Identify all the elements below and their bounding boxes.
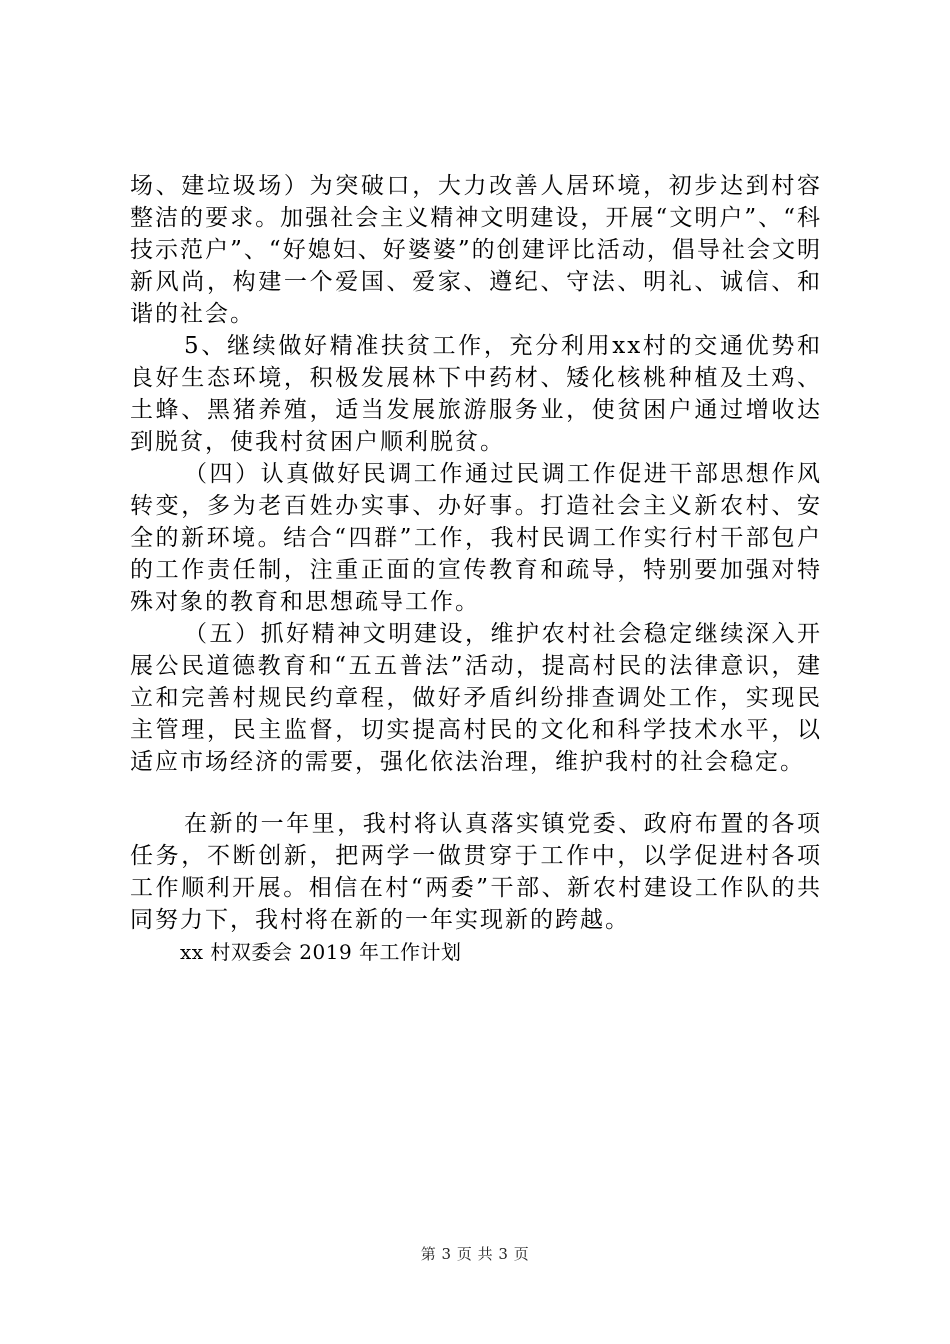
paragraph-environment: 场、建垃圾场）为突破口，大力改善人居环境，初步达到村容整洁的要求。加强社会主义精神文明建设，开展“文明户”、“科技示范户”、“好媳妇、好婆婆”的创建评比活动，倡导社会文明新风尚，构建一个爱国、爱家、遵纪、守法、明礼、诚信、和谐的社会。 bbox=[130, 173, 822, 327]
page-number-footer: 第 3 页 共 3 页 bbox=[420, 1245, 530, 1263]
document-body bbox=[130, 170, 822, 968]
paragraph-poverty-alleviation: 5、继续做好精准扶贫工作，充分利用xx村的交通优势和良好生态环境，积极发展林下中药材、矮化核桃种植及土鸡、土蜂、黑猪养殖，适当发展旅游服务业，使贫困户通过增收达到脱贫，使我村贫困户顺利脱贫。 bbox=[130, 333, 822, 455]
paragraph-civilization: （五）抓好精神文明建设，维护农村社会稳定继续深入开展公民道德教育和“五五普法”活动，提高村民的法律意识，建立和完善村规民约章程，做好矛盾纠纷排查调处工作，实现民主管理，民主监督，切实提高村民的文化和科学技术水平，以适应市场经济的需要，强化依法治理，维护我村的社会稳定。 bbox=[130, 621, 822, 775]
paragraph-conclusion: 在新的一年里，我村将认真落实镇党委、政府布置的各项任务，不断创新，把两学一做贯穿于工作中，以学促进村各项工作顺利开展。相信在村“两委”干部、新农村建设工作队的共同努力下，我村将在新的一年实现新的跨越。 bbox=[130, 811, 822, 933]
paragraph-mediation: （四）认真做好民调工作通过民调工作促进干部思想作风转变，多为老百姓办实事、办好事。打造社会主义新农村、安全的新环境。结合“四群”工作，我村民调工作实行村干部包户的工作责任制，注重正面的宣传教育和疏导，特别要加强对特殊对象的教育和思想疏导工作。 bbox=[130, 461, 822, 615]
document-signature: xx 村双委会 2019 年工作计划 bbox=[180, 940, 462, 964]
